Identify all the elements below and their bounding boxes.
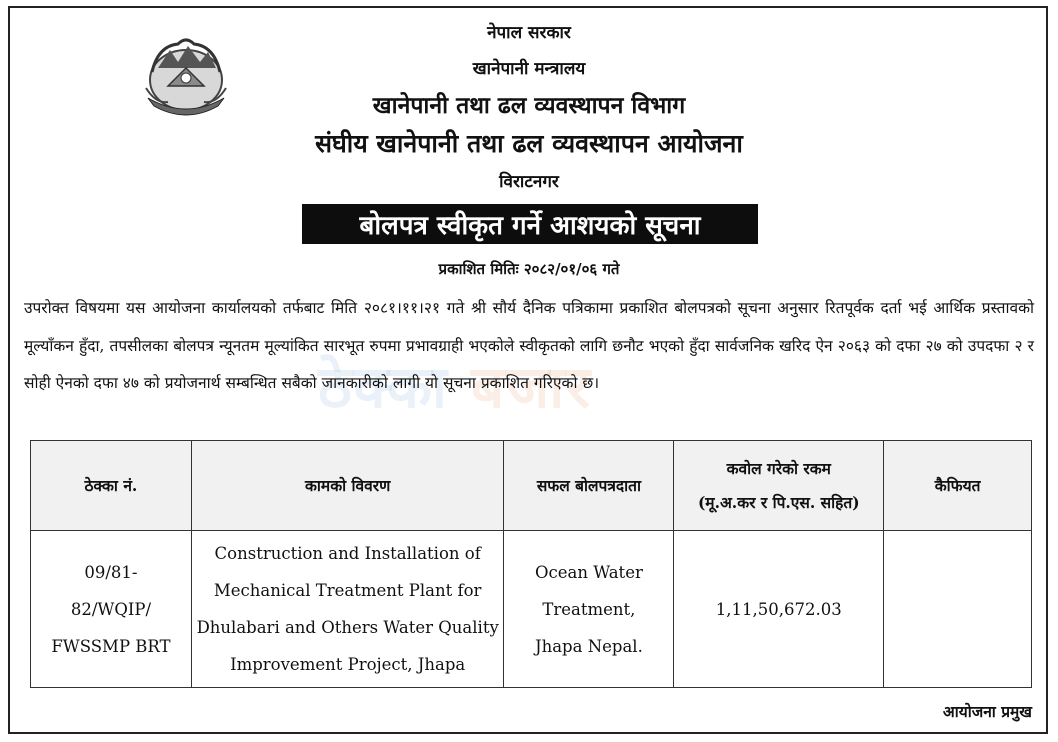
- department-name: खानेपानी तथा ढल व्यवस्थापन विभाग: [372, 93, 686, 119]
- table-row: [31, 531, 1032, 688]
- signature-project-chief: आयोजना प्रमुख: [942, 703, 1032, 721]
- watermark-part-1: ठेक्का: [318, 353, 449, 421]
- notice-title: बोलपत्र स्वीकृत गर्ने आशयको सूचना: [302, 204, 758, 244]
- header-amount-line1: कवोल गरेको रकम: [726, 458, 831, 478]
- header-contract-no: ठेक्का नं.: [31, 441, 192, 531]
- bid-results-table: [30, 440, 1032, 688]
- header-bidder: सफल बोलपत्रदाता: [504, 441, 674, 531]
- cell-contract-no: 09/81-82/WQIP/ FWSSMP BRT: [31, 531, 192, 688]
- header-amount-line2: (मू.अ.कर र पि.एस. सहित): [697, 492, 860, 512]
- header-description: कामको विवरण: [191, 441, 504, 531]
- cell-bidder: Ocean Water Treatment, Jhapa Nepal.: [504, 531, 674, 688]
- project-name: संघीय खानेपानी तथा ढल व्यवस्थापन आयोजना: [315, 129, 743, 158]
- header-amount: [674, 441, 884, 531]
- watermark-part-2: बजार: [471, 353, 592, 421]
- ministry-name: खानेपानी मन्त्रालय: [472, 59, 586, 79]
- header-remarks: कैफियत: [884, 441, 1032, 531]
- published-date: प्रकाशित मितिः २०८२/०१/०६ गते: [438, 260, 620, 278]
- government-name: नेपाल सरकार: [487, 23, 571, 43]
- notice-paragraph: उपरोक्त विषयमा यस आयोजना कार्यालयको तर्फबाट मिति २०८१।११।२१ गते श्री सौर्य दैनिक पत्रिकामा प्रकाशित बोलपत्रको सूचना अनुसार रितपूर्वक दर्ता भई आर्थिक प्रस्तावको मूल्याँकन हुँदा, तपसीलका बोलपत्र न्यूनतम मूल्यांकित सारभूत रुपमा प्रभावग्राही भएकोले स्वीकृतको लागि छनौट भएको हुँदा सार्वजनिक खरिद ऐन २०६३ को दफा २७ को उपदफा २ र सोही ऐनको दफा ४७ को प्रयोजनार्थ सम्बन्धित सबैको जानकारीको लागी यो सूचना प्रकाशित गरिएको छ।: [24, 299, 1034, 392]
- cell-remarks: [884, 531, 1032, 688]
- table-header-row: [31, 441, 1032, 531]
- cell-amount: 1,11,50,672.03: [674, 531, 884, 688]
- office-location: विराटनगर: [499, 172, 559, 192]
- cell-description: Construction and Installation of Mechanical Treatment Plant for Dhulabari and Others Water Quality Improvement Project, Jhapa: [191, 531, 504, 688]
